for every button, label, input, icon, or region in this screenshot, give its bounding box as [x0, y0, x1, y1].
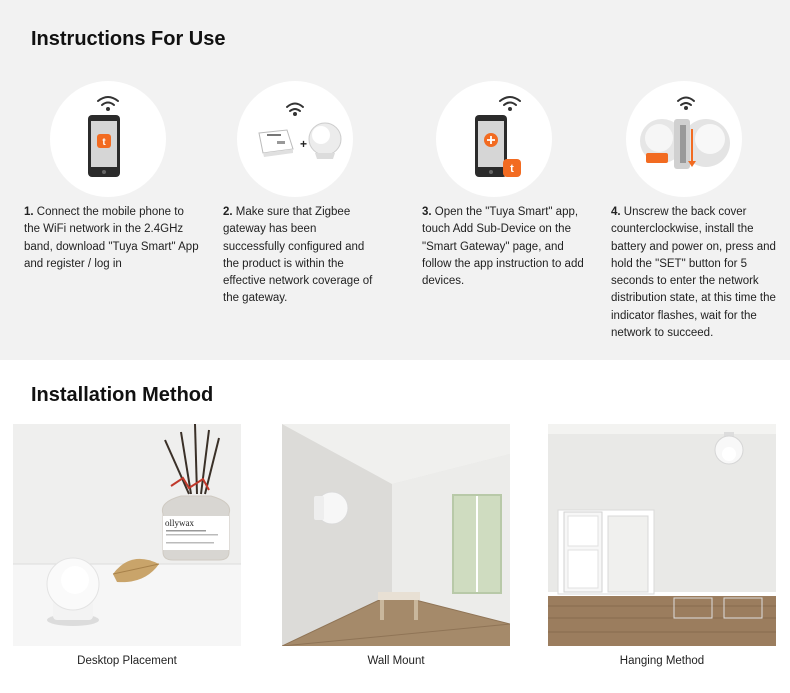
step-3-illustration	[436, 81, 552, 197]
step-number: 2.	[223, 206, 233, 218]
step-description: Connect the mobile phone to the WiFi network in the 2.4GHz band, download "Tuya Smart" App and register / log in	[24, 206, 199, 270]
phone-add-device-icon	[436, 81, 552, 197]
step-description: Make sure that Zigbee gateway has been successfully configured and the product is within the effective network coverage of the gateway.	[223, 206, 373, 305]
step-2-text	[223, 204, 378, 308]
step-description: Unscrew the back cover counterclockwise, install the battery and power on, press and hold the "SET" button for 5 seconds to enter the network distribution state, at this time the indicator flashes, wait for the network to succeed.	[611, 206, 776, 340]
step-1-text	[24, 204, 199, 273]
svg-text:ollywax: ollywax	[165, 518, 194, 528]
caption-wall-mount: Wall Mount	[367, 655, 425, 667]
svg-text:t: t	[102, 137, 106, 148]
phone-wifi-icon	[50, 81, 166, 197]
hanging-method-photo	[548, 424, 776, 646]
desktop-placement-image	[13, 424, 241, 646]
step-4-text	[611, 204, 776, 342]
desktop-placement-photo	[13, 424, 241, 646]
caption-desktop: Desktop Placement	[77, 655, 177, 667]
step-number: 4.	[611, 206, 621, 218]
step-number: 3.	[422, 206, 432, 218]
step-2-illustration	[237, 81, 353, 197]
installation-title: Installation Method	[31, 384, 214, 406]
step-description: Open the "Tuya Smart" app, touch Add Sub-Device on the "Smart Gateway" page, and follow the app instruction to add devices.	[422, 206, 584, 288]
gateway-sensor-icon	[237, 81, 353, 197]
step-3-text	[422, 204, 594, 290]
hanging-method-image	[548, 424, 776, 646]
wall-mount-photo	[282, 424, 510, 646]
svg-text:+: +	[300, 137, 308, 151]
unscrew-cover-icon	[626, 81, 742, 197]
svg-text:t: t	[510, 163, 514, 175]
instructions-title: Instructions For Use	[31, 28, 226, 50]
step-1-illustration	[50, 81, 166, 197]
caption-hanging: Hanging Method	[619, 655, 705, 667]
step-number: 1.	[24, 206, 34, 218]
step-4-illustration	[626, 81, 742, 197]
wall-mount-image	[282, 424, 510, 646]
